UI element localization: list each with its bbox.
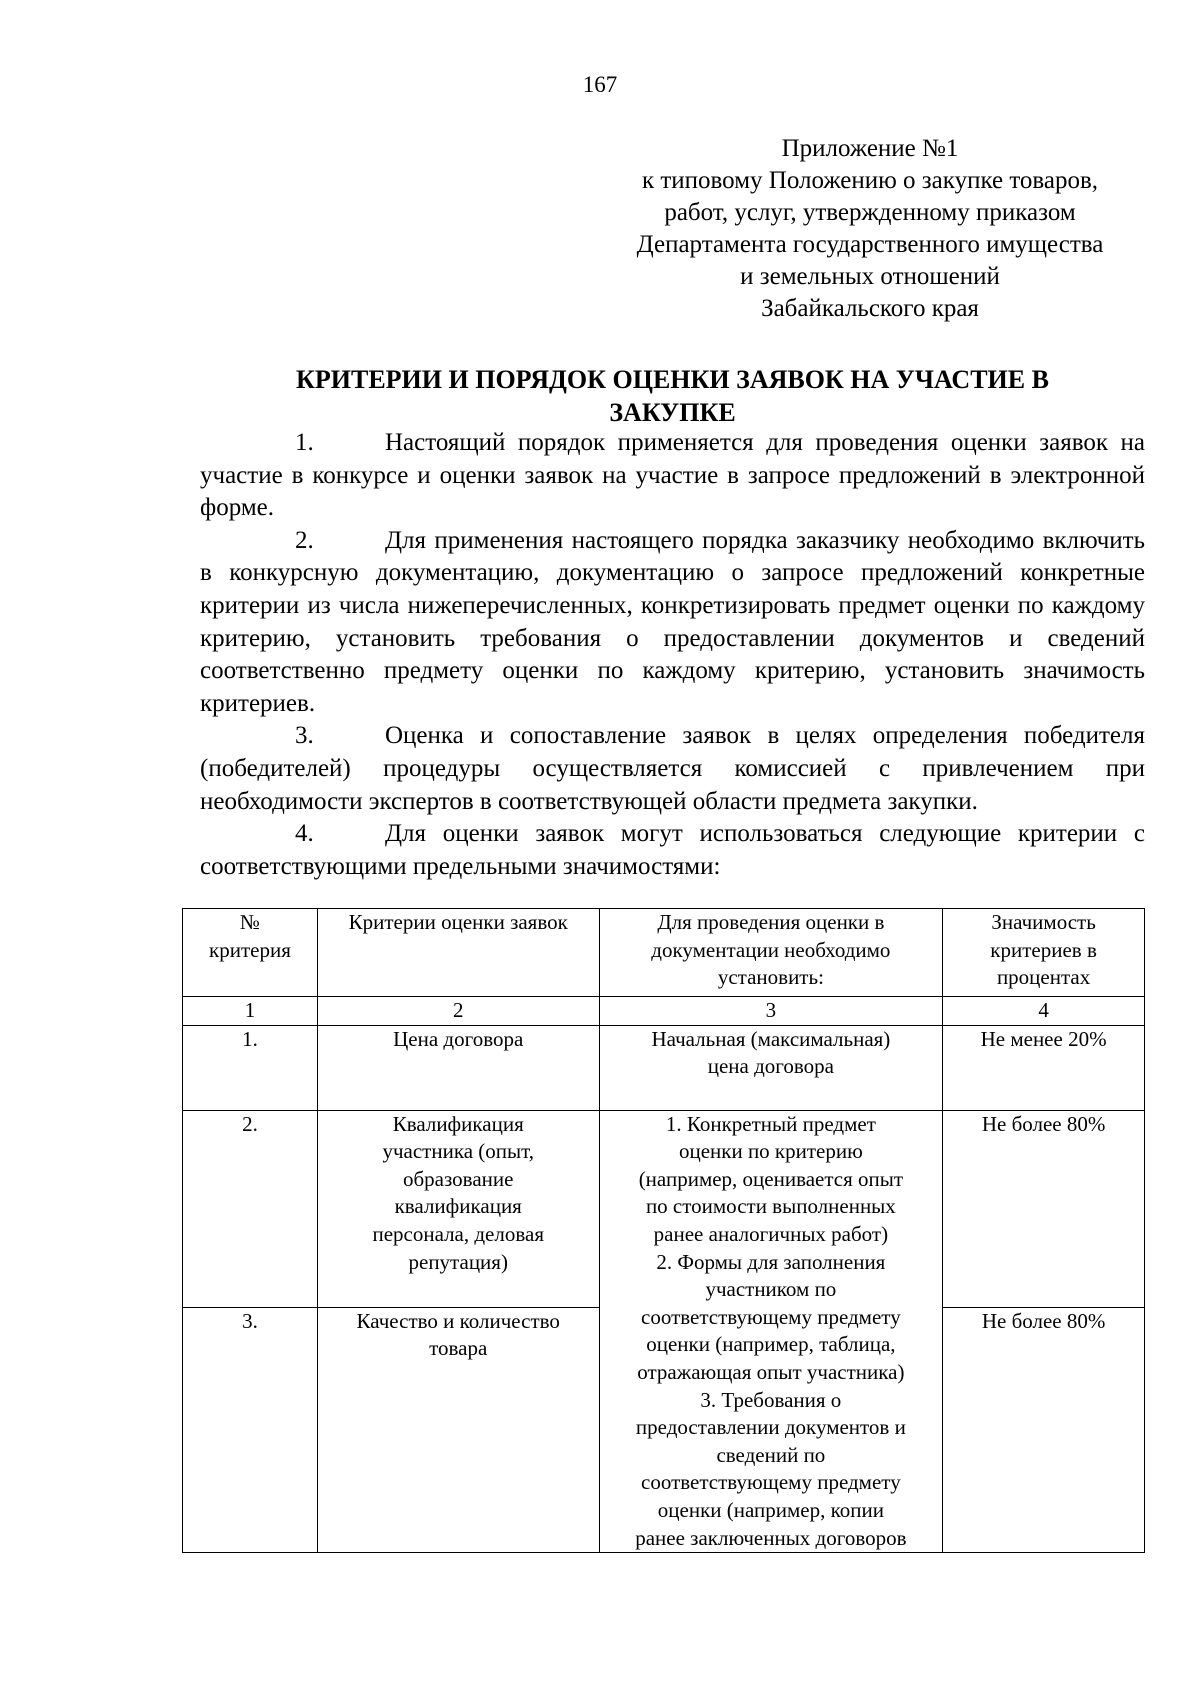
paragraph-number: 3.	[295, 722, 314, 750]
criterion-weight: Не менее 20%	[943, 1025, 1145, 1110]
appendix-line: Приложение №1	[781, 135, 959, 162]
table-row	[183, 1110, 1145, 1307]
criterion-requirement: 1. Конкретный предмет оценки по критерию (например, оценивается опыт по стоимости выполненных ранее аналогичных работ) 2. Формы для заполнения участником по соответствующему предмету оценки (например, таблица, отражающая опыт участника) 3. Требования о предоставлении документов и сведений по соответствующему предмету оценки (например, копии ранее заключенных договоров	[599, 1110, 943, 1553]
paragraph-text: Для применения настоящего порядка заказчику необходимо включить в конкурсную документацию, документацию о запросе предложений конкретные критерии из числа нижеперечисленных, конкретизировать предмет оценки по каждому критерию, установить требования о предоставлении документов и сведений соответственно предмету оценки по каждому критерию, установить значимость критериев.	[200, 526, 1145, 717]
column-number: 3	[599, 997, 943, 1026]
paragraph-1	[200, 427, 1145, 525]
header-cell-criteria: Критерии оценки заявок	[317, 909, 599, 997]
appendix-heading	[600, 133, 1140, 325]
paragraph-number: 2.	[295, 526, 314, 554]
document-body	[200, 427, 1145, 883]
paragraph-4	[200, 818, 1145, 883]
paragraph-text: Оценка и сопоставление заявок в целях определения победителя (победителей) процедуры осуществляется комиссией с привлечением при необходимости экспертов в соответствующей области предмета закупки.	[200, 722, 1145, 815]
column-number: 4	[943, 997, 1145, 1026]
page-number: 167	[582, 72, 618, 97]
header-cell-number: № критерия	[183, 909, 318, 997]
paragraph-2	[200, 525, 1145, 721]
title-line: КРИТЕРИИ И ПОРЯДОК ОЦЕНКИ ЗАЯВОК НА УЧАСТИЕ В	[296, 365, 1049, 394]
appendix-line: Забайкальского края	[761, 295, 979, 322]
criterion-number: 3.	[183, 1307, 318, 1553]
criterion-number: 2.	[183, 1110, 318, 1307]
title-line: ЗАКУПКЕ	[609, 398, 736, 427]
column-number-row	[183, 997, 1145, 1026]
appendix-line: и земельных отношений	[740, 263, 1000, 290]
criterion-weight: Не более 80%	[943, 1110, 1145, 1307]
paragraph-3	[200, 720, 1145, 818]
criterion-name: Квалификация участника (опыт, образование квалификация персонала, деловая репутация)	[317, 1110, 599, 1307]
appendix-line: Департамента государственного имущества	[636, 231, 1104, 258]
table-header-row	[183, 909, 1145, 997]
appendix-line: работ, услуг, утвержденному приказом	[664, 199, 1076, 226]
document-title	[200, 363, 1145, 429]
column-number: 1	[183, 997, 318, 1026]
criterion-name: Качество и количество товара	[317, 1307, 599, 1553]
appendix-line: к типовому Положению о закупке товаров,	[641, 167, 1099, 194]
criterion-requirement: Начальная (максимальная) цена договора	[599, 1025, 943, 1110]
header-cell-weight: Значимость критериев в процентах	[943, 909, 1145, 997]
criterion-name: Цена договора	[317, 1025, 599, 1110]
column-number: 2	[317, 997, 599, 1026]
header-cell-requirements: Для проведения оценки в документации необходимо установить:	[599, 909, 943, 997]
paragraph-number: 4.	[295, 820, 314, 848]
paragraph-text: Для оценки заявок могут использоваться следующие критерии с соответствующими предельными значимостями:	[200, 820, 1145, 880]
criterion-weight: Не более 80%	[943, 1307, 1145, 1553]
criteria-table	[182, 908, 1145, 1553]
paragraph-text: Настоящий порядок применяется для проведения оценки заявок на участие в конкурсе и оценки заявок на участие в запросе предложений в электронной форме.	[200, 429, 1145, 522]
table-row	[183, 1025, 1145, 1110]
criterion-number: 1.	[183, 1025, 318, 1110]
paragraph-number: 1.	[295, 429, 314, 456]
